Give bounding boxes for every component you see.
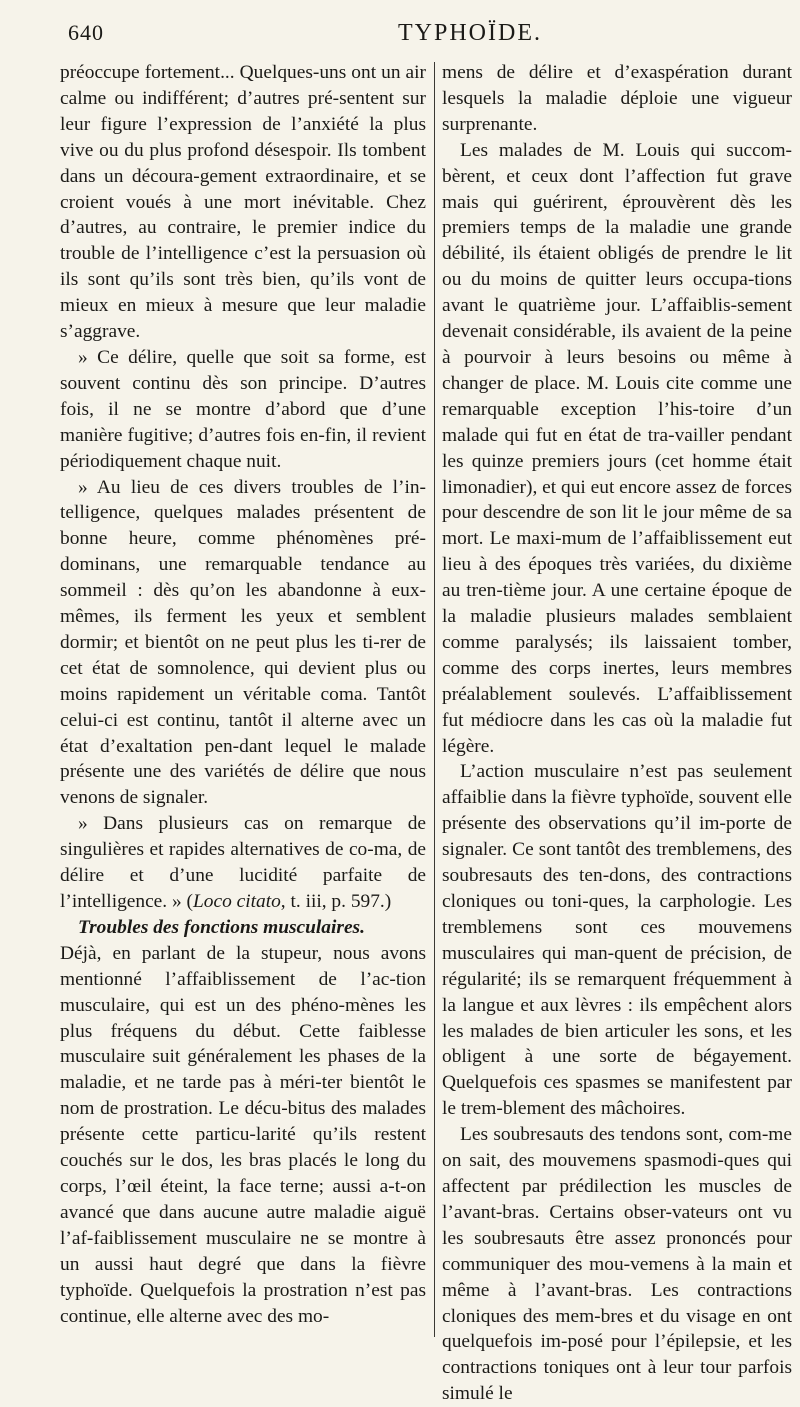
citation-ref: , t. iii, p. 597.) [280, 891, 392, 912]
paragraph: Les malades de M. Louis qui succom-bèrent, et ceux dont l’affection fut grave mais qui guérirent, éprouvèrent dès les premiers temps de la maladie une grande débilité, ils étaient obligés de prendre le lit ou du moins de quitter leurs occupa-tions avant le quatrième jour. L’affaiblis-sement devenait considérable, ils avaient de la peine à pourvoir à leurs besoins ou même à changer de place. M. Louis cite comme une remarquable exception l’his-toire d’un malade qui fut en état de tra-vailler pendant les quinze premiers jours (cet homme était limonadier), et qui eut encore assez de forces pour descendre de son lit le jour même de sa mort. Le maxi-mum de l’affaiblissement eut lieu à des époques très variées, du dixième au tren-tième jour. A une certaine époque de la maladie plusieurs malades semblaient comme paralysés; ils laissaient tomber, comme des corps inertes, leurs membres préalablement soulevés. L’affaiblissement fut médiocre dans les cas où la maladie fut légère. [442, 139, 792, 757]
paragraph [60, 811, 426, 915]
page-number: 640 [68, 20, 104, 45]
paragraph: » Au lieu de ces divers troubles de l’in-telligence, quelques malades présentent de bonne heure, comme phénomènes pré-dominans, une remarquable tendance au sommeil : dès qu’on les abandonne à eux-mêmes, ils ferment les yeux et semblent dormir; et bientôt on ne peut plus les ti-rer de cet état de somnolence, qui devient plus ou moins rapidement un véritable coma. Tantôt celui-ci est continu, tantôt il alterne avec un état d’exaltation pen-dant lequel le malade présente une des variétés de délire que nous venons de signaler. [60, 476, 426, 809]
left-column [60, 60, 426, 1329]
right-column [442, 60, 792, 1407]
paragraph: Les soubresauts des tendons sont, com-me on sait, des mouvemens spasmodi-ques qui affectent par prédilection les muscles de l’avant-bras. Certains obser-vateurs ont vu les soubresauts être assez prononcés pour communiquer des mou-vemens à la main et même à l’avant-bras. Les contractions cloniques des mem-bres et du visage en ont quelquefois im-posé pour l’épilepsie, et les contractions toniques ont à leur tour parfois simulé le [442, 1124, 792, 1405]
citation: Loco citato [193, 891, 281, 912]
paragraph: L’action musculaire n’est pas seulement affaiblie dans la fièvre typhoïde, souvent elle présente des observations qu’il im-porte de signaler. Ce sont tantôt des tremblemens, des soubresauts des ten-dons, des contractions cloniques ou toni-ques, la carphologie. Les tremblemens sont ces mouvemens musculaires qui man-quent de précision, de régularité; ils se remarquent fréquemment à la langue et aux lèvres : ils empêchent alors les malades de bien articuler les sons, et les obligent à une sorte de bégayement. Quelquefois ces spasmes se manifestent par le trem-blement des mâchoires. [442, 761, 792, 1120]
column-divider [434, 62, 435, 1337]
paragraph: Déjà, en parlant de la stupeur, nous avons mentionné l’affaiblissement de l’ac-tion musculaire, qui est un des phéno-mènes les plus fréquens du début. Cette faiblesse musculaire suit généralement les phases de la maladie, et ne tarde pas à méri-ter bientôt le nom de prostration. Le décu-bitus des malades présente cette particu-larité qu’ils restent couchés sur le dos, les bras placés le long du corps, l’œil éteint, la face terne; aussi a-t-on avancé que dans aucune autre maladie aiguë l’af-faiblissement musculaire ne se montre à un aussi haut degré que dans la fièvre typhoïde. Quelquefois la prostration n’est pas continue, elle alterne avec des mo- [60, 942, 426, 1327]
page-header [68, 20, 740, 54]
paragraph-text: » Dans plusieurs cas on remarque de singulières et rapides alternatives de co-ma, de délire et d’une lucidité parfaite de l’intelligence. » ( [60, 813, 426, 912]
section-heading: Troubles des fonctions musculaires. [78, 916, 365, 938]
running-title: TYPHOÏDE. [398, 20, 542, 46]
paragraph: mens de délire et d’exaspération durant lesquels la maladie déploie une vigueur surprenante. [442, 62, 792, 135]
paragraph: préoccupe fortement... Quelques-uns ont un air calme ou indifférent; d’autres pré-sentent sur leur figure l’expression de l’anxiété la plus vive ou du plus profond désespoir. Ils tombent dans un découra-gement extraordinaire, et se croient voués à une mort inévitable. Chez d’autres, au contraire, le premier indice du trouble de l’intelligence c’est la persuasion où ils sont qu’ils sont très bien, qu’ils vont de mieux en mieux à mesure que leur maladie s’aggrave. [60, 62, 426, 343]
paragraph: » Ce délire, quelle que soit sa forme, est souvent continu dès son principe. D’autres fois, il ne se montre d’abord que d’une manière fugitive; d’autres fois en-fin, il revient périodiquement chaque nuit. [60, 346, 426, 472]
